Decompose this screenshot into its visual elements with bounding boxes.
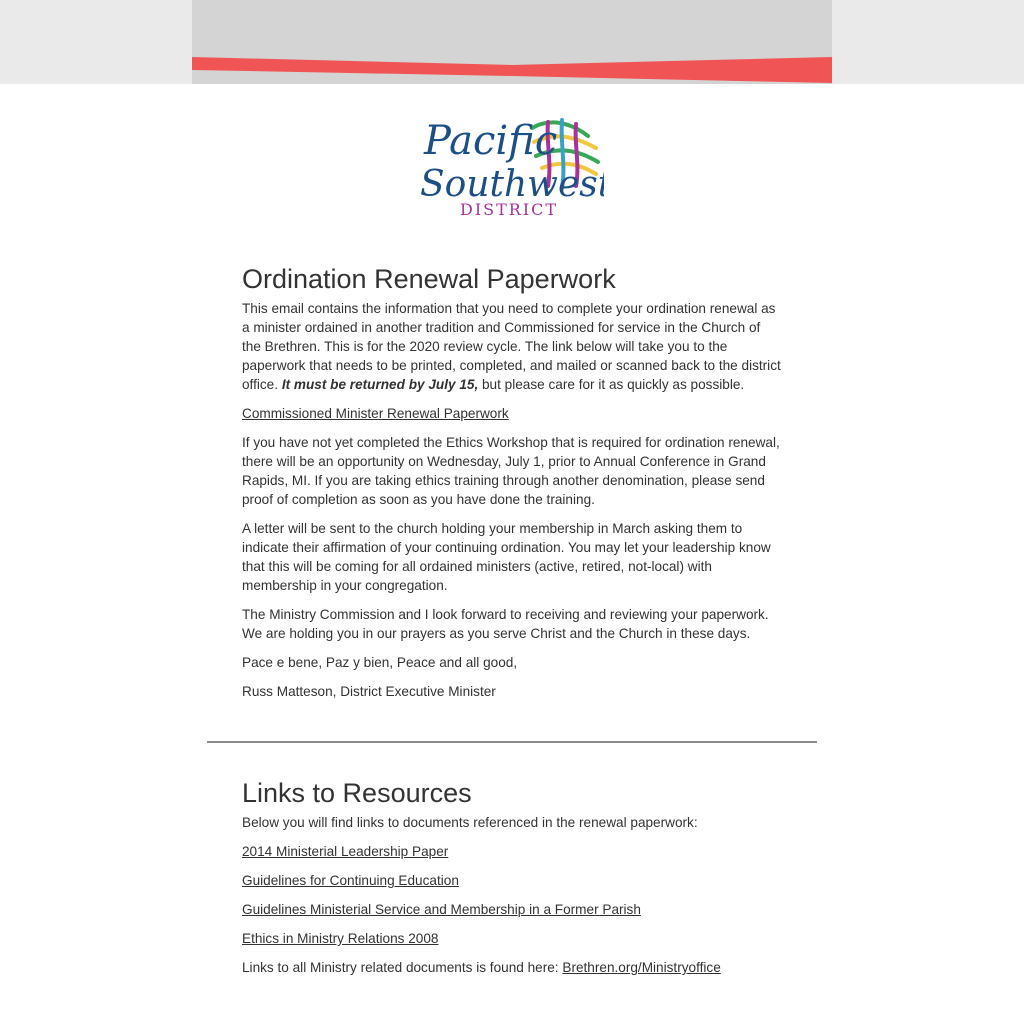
section-links-to-resources <box>242 776 782 987</box>
resource-link-item <box>242 842 782 861</box>
letter-paragraph: A letter will be sent to the church holding your membership in March asking them to indicate their affirmation of your continuing ordination. You may let your leadership know that this will be coming for all ordained ministers (active, retired, not-local) with membership in your congregation. <box>242 521 771 593</box>
section2-title: Links to Resources <box>242 778 472 808</box>
logo-line2: Southwest <box>420 164 604 205</box>
section-ordination-renewal <box>242 262 782 711</box>
section1-title: Ordination Renewal Paperwork <box>242 264 616 294</box>
resource-link-former-parish[interactable]: Guidelines Ministerial Service and Membership in a Former Parish <box>242 902 641 917</box>
commission-paragraph: The Ministry Commission and I look forward to receiving and reviewing your paperwork. We are holding you in our prayers as you serve Christ and the Church in these days. <box>242 607 769 641</box>
resource-link-continuing-education[interactable]: Guidelines for Continuing Education <box>242 873 459 888</box>
resource-link-ethics-relations[interactable]: Ethics in Ministry Relations 2008 <box>242 931 439 946</box>
resource-link-leadership-paper[interactable]: 2014 Ministerial Leadership Paper <box>242 844 449 859</box>
resource-link-item <box>242 929 782 948</box>
intro-text: This email contains the information that you need to complete your ordination renewal as a minister ordained in another tradition and Commissioned for service in the Church of the Brethren. This is for the 2020 review cycle. The link below will take you to the paperwork that needs to be printed, completed, and mailed or scanned back to the district office. <box>242 301 781 392</box>
section-divider <box>207 741 817 743</box>
all-docs-text: Links to all Ministry related documents is found here: <box>242 960 563 975</box>
header-accent-stripe <box>192 0 832 84</box>
all-docs-paragraph <box>242 958 782 977</box>
closing-paragraph: Pace e bene, Paz y bien, Peace and all good, <box>242 655 518 670</box>
logo-line3: DISTRICT <box>460 200 559 219</box>
intro-tail: but please care for it as quickly as possible. <box>478 377 745 392</box>
pacific-southwest-district-logo <box>420 108 604 220</box>
intro-paragraph <box>242 299 782 394</box>
resource-link-item <box>242 871 782 890</box>
logo-line1: Pacific <box>424 118 558 164</box>
resources-intro: Below you will find links to documents referenced in the renewal paperwork: <box>242 815 698 830</box>
signature-paragraph: Russ Matteson, District Executive Minister <box>242 684 496 699</box>
email-body <box>192 0 832 1024</box>
resource-link-item <box>242 900 782 919</box>
paperwork-link[interactable]: Commissioned Minister Renewal Paperwork <box>242 406 509 421</box>
ethics-paragraph: If you have not yet completed the Ethics Workshop that is required for ordination renewal, there will be an opportunity on Wednesday, July 1, prior to Annual Conference in Grand Rapids, MI. If you are taking ethics training through another denomination, please send proof of completion as soon as you have done the training. <box>242 435 780 507</box>
header-band <box>192 0 832 84</box>
ministry-office-link[interactable]: Brethren.org/Ministryoffice <box>562 960 721 975</box>
intro-deadline: It must be returned by July 15, <box>281 377 479 392</box>
paperwork-link-paragraph <box>242 404 782 423</box>
